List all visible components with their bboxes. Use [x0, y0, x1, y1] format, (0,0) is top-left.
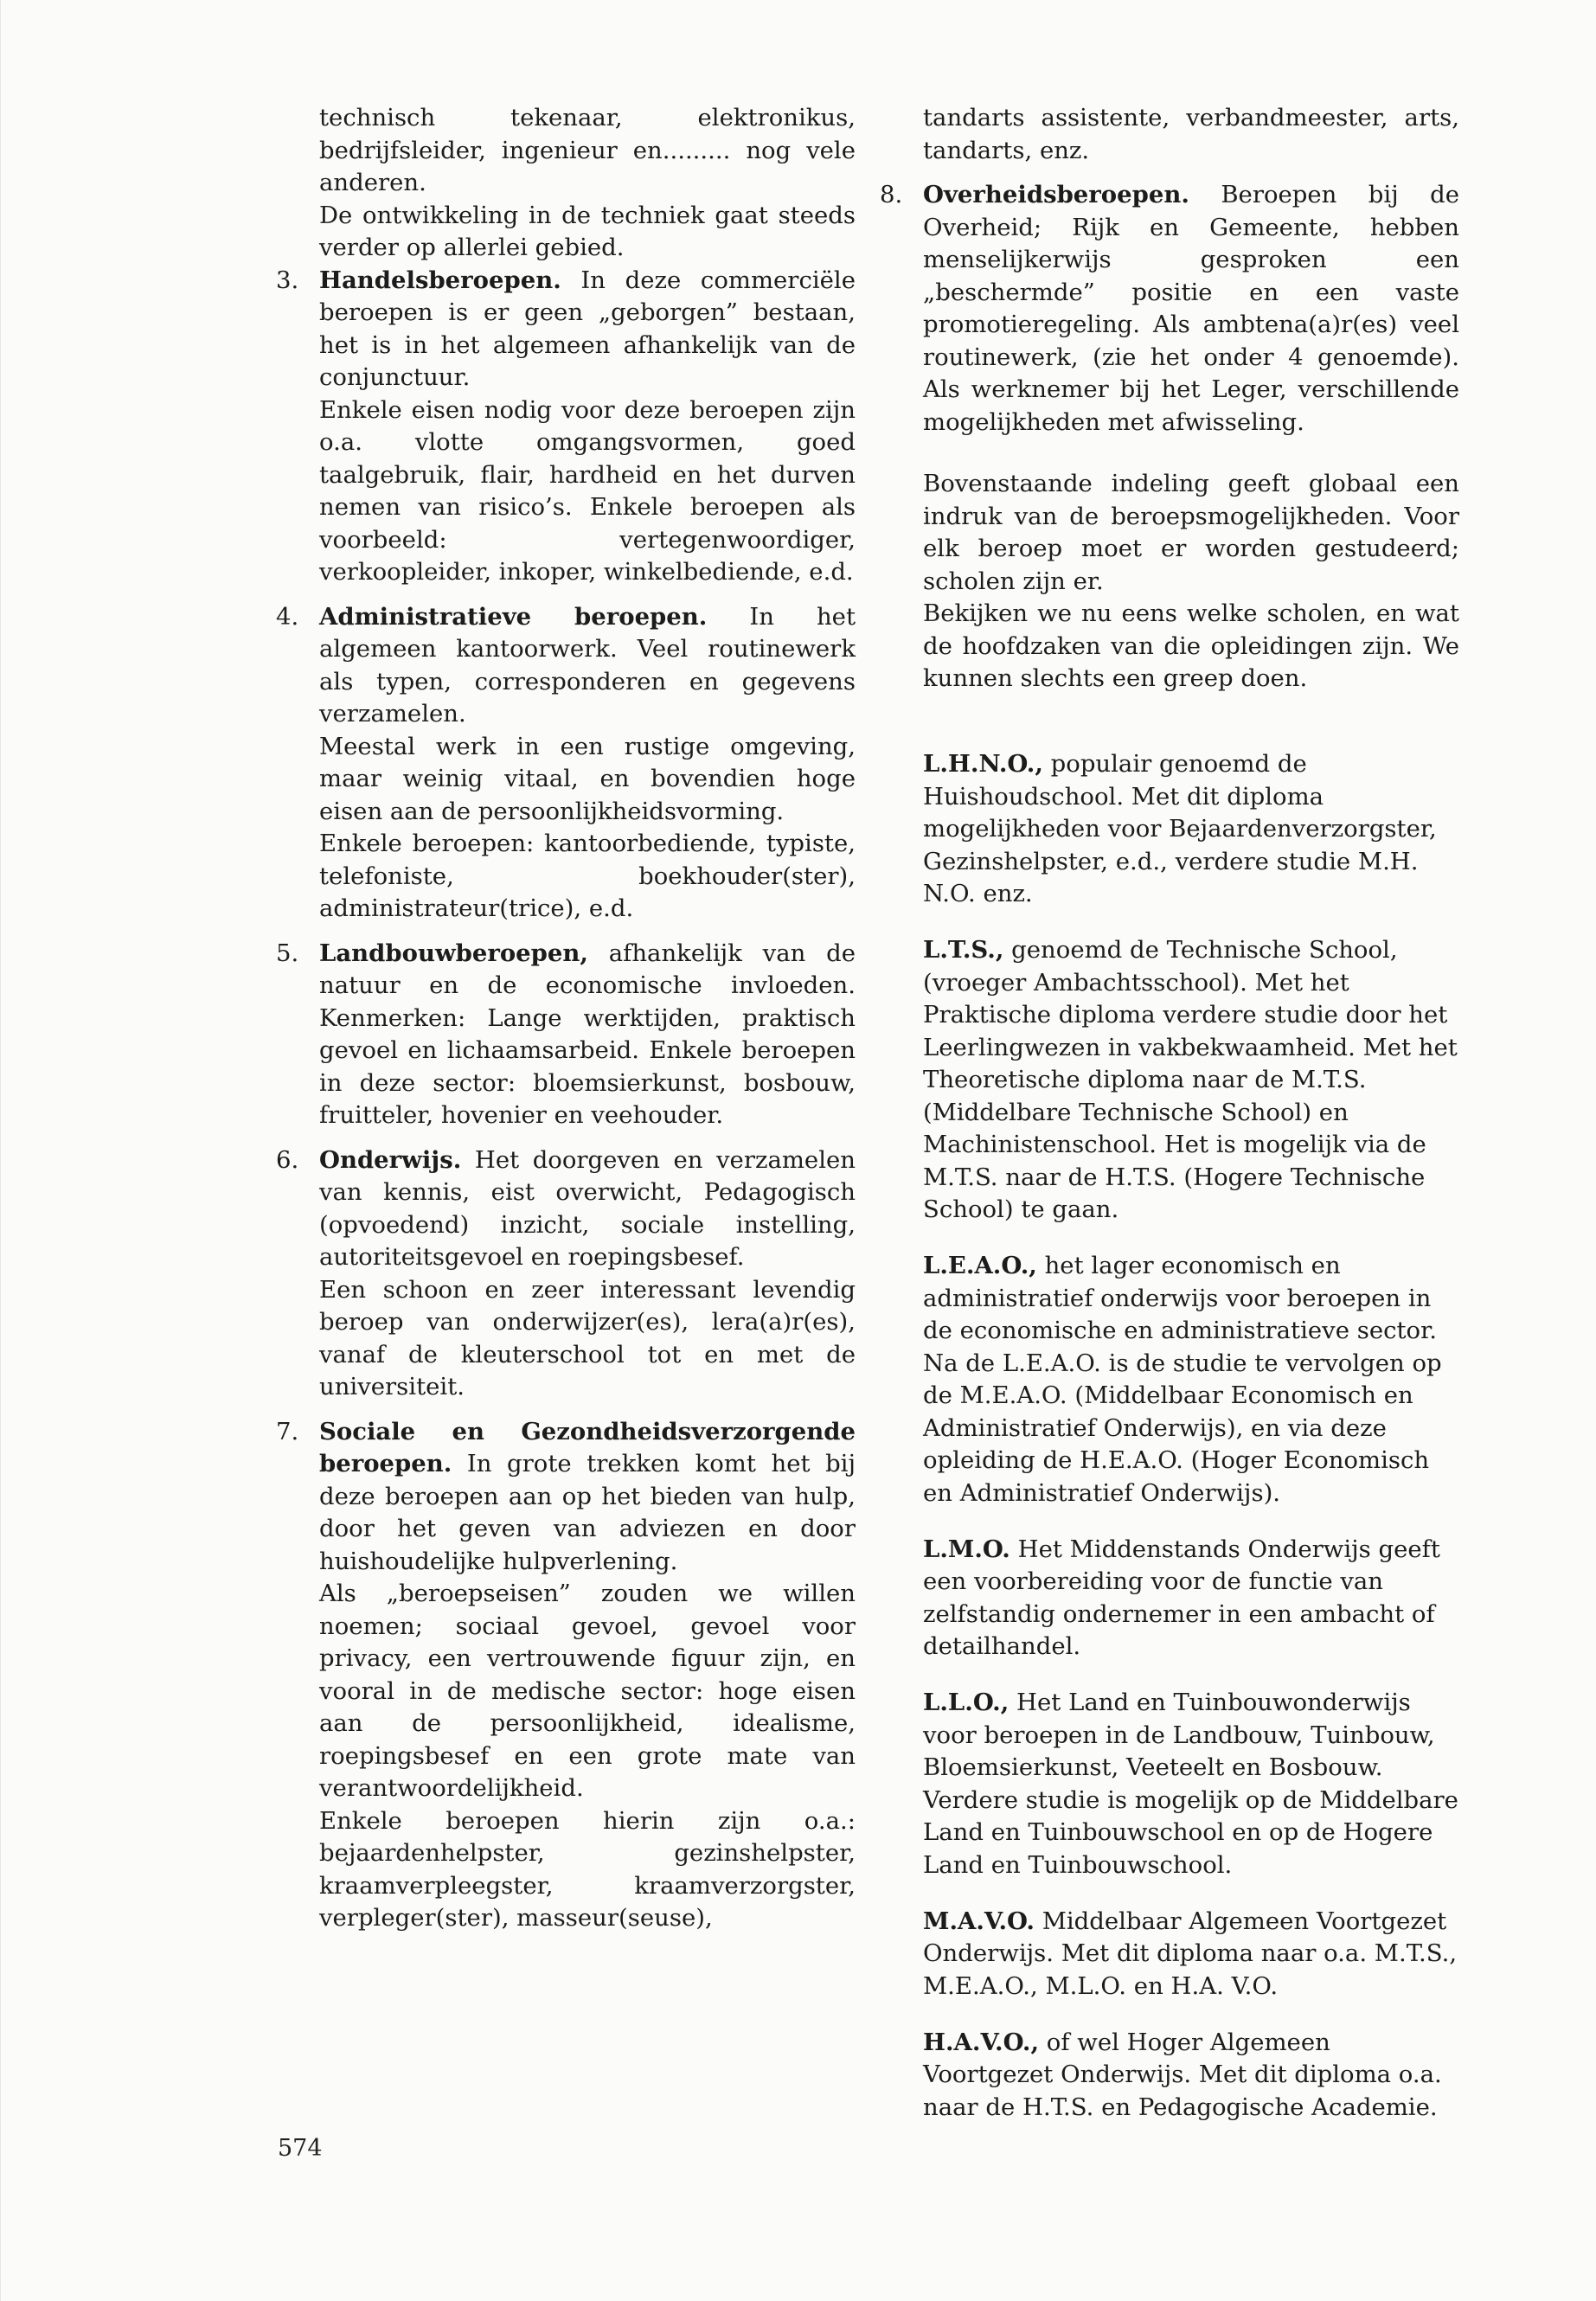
school-entry: L.H.N.O., populair genoemd de Huishoudschool. Met dit diploma mogelijkheden voor Bejaardenverzorgster, Gezinshelpster, e.d., verdere studie M.H. N.O. enz. [923, 750, 1437, 907]
intro-paragraph: technisch tekenaar, elektronikus, bedrijfsleider, ingenieur en......... nog vele anderen. [319, 104, 856, 196]
section-number: 8. [880, 181, 903, 208]
school-entry: M.A.V.O. Middelbaar Algemeen Voortgezet Onderwijs. Met dit diploma naar o.a. M.T.S., M.E.A.O., M.L.O. en H.A. V.O. [923, 1907, 1458, 2000]
intro-paragraph-2: De ontwikkeling in de techniek gaat steeds verder op allerlei gebied. [319, 201, 856, 261]
school-entry: L.M.O. Het Middenstands Onderwijs geeft een voorbereiding voor de functie van zelfstandig ondernemer in een ambacht of detailhandel. [923, 1535, 1440, 1660]
school-entry: H.A.V.O., of wel Hoger Algemeen Voortgezet Onderwijs. Met dit diploma o.a. naar de H.T.S. en Pedagogische Academie. [923, 2028, 1442, 2121]
section-text: In grote trekken komt het bij deze beroepen aan op het bieden van hulp, door het geven van adviezen en door huishoudelijke hulpverlening. [319, 1450, 856, 1575]
summary-paragraph: Bovenstaande indeling geeft globaal een indruk van de beroepsmogelijkheden. Voor elk beroep moet er worden gestudeerd; scholen zijn er. [923, 470, 1459, 595]
section-5 [276, 938, 856, 1132]
section-heading: Sociale en Gezondheidsverzorgende beroepen. [319, 1417, 856, 1477]
summary-paragraph: Bekijken we nu eens welke scholen, en wat de hoofdzaken van die opleidingen zijn. We kunnen slechts een greep doen. [923, 599, 1459, 692]
section-text: Als „beroepseisen” zouden we willen noemen; sociaal gevoel, gevoel voor privacy, een vertrouwende figuur zijn, en vooral in de medische sector: hoge eisen aan de persoonlijkheid, idealisme, roepingsbesef en een grote mate van verantwoordelijkheid. [319, 1580, 856, 1802]
school-entry: L.L.O., Het Land en Tuinbouwonderwijs voor beroepen in de Landbouw, Tuinbouw, Bloemsierkunst, Veeteelt en Bosbouw. Verdere studie is mogelijk op de Middelbare Land en Tuinbouwschool en op de Hogere Land en Tuinbouwschool. [923, 1689, 1458, 1879]
section-heading: Overheidsberoepen. [923, 181, 1189, 208]
school-list [923, 748, 1459, 2124]
section-heading: Onderwijs. [319, 1145, 462, 1174]
right-column [880, 102, 1459, 2148]
section-7 [276, 1416, 856, 1935]
section-text: Beroepen bij de Overheid; Rijk en Gemeente, hebben menselijkerwijs gesproken een „beschermde” positie en een vaste promotieregeling. Als ambtena(a)r(es) veel routinewerk, (zie het onder 4 genoemde). Als werknemer bij het Leger, verschillende mogelijkheden met afwisseling. [923, 181, 1459, 436]
section-text: Enkele beroepen hierin zijn o.a.: bejaardenhelpster, gezinshelpster, kraamverpleegster, kraamverzorgster, verpleger(ster), masseur(seuse), [319, 1806, 856, 1932]
section-number: 5. [276, 939, 299, 967]
section-text: Een schoon en zeer interessant levendig beroep van onderwijzer(es), lera(a)r(es), vanaf de kleuterschool tot en met de universiteit. [319, 1275, 856, 1400]
left-column [276, 102, 856, 1935]
section-6 [276, 1144, 856, 1404]
section-heading: Landbouwberoepen, [319, 939, 588, 967]
section-3 [276, 265, 856, 589]
page-number: 574 [278, 2135, 323, 2162]
section-text: Enkele eisen nodig voor deze beroepen zijn o.a. vlotte omgangsvormen, goed taalgebruik, flair, hardheid en het durven nemen van risico’s. Enkele beroepen als voorbeeld: vertegenwoordiger, verkoopleider, inkoper, winkelbediende, e.d. [319, 395, 856, 586]
section-text: Meestal werk in een rustige omgeving, maar weinig vitaal, en bovendien hoge eisen aan de persoonlijkheidsvorming. [319, 732, 856, 825]
section-text: In het algemeen kantoorwerk. Veel routinewerk als typen, corresponderen en gegevens verzamelen. [319, 602, 856, 727]
section-text: In deze commerciële beroepen is er geen „geborgen” bestaan, het is in het algemeen afhankelijk van de conjunctuur. [319, 266, 856, 391]
section-number: 6. [276, 1145, 299, 1174]
section-text: Enkele beroepen: kantoorbediende, typiste, telefoniste, boekhouder(ster), administrateur(trice), e.d. [319, 830, 856, 922]
school-entry: L.T.S., genoemd de Technische School, (vroeger Ambachtsschool). Met het Praktische diploma verdere studie door het Leerlingwezen in vakbekwaamheid. Met het Theoretische diploma naar de M.T.S. (Middelbare Technische School) en Machinistenschool. Het is mogelijk via de M.T.S. naar de H.T.S. (Hogere Technische School) te gaan. [923, 936, 1458, 1223]
section-8 [880, 179, 1459, 439]
section-4 [276, 601, 856, 926]
school-entry: L.E.A.O., het lager economisch en administratief onderwijs voor beroepen in de economische en administratieve sector. Na de L.E.A.O. is de studie te vervolgen op de M.E.A.O. (Middelbaar Economisch en Administratief Onderwijs), en via deze opleiding de H.E.A.O. (Hoger Economisch en Administratief Onderwijs). [923, 1252, 1442, 1507]
section-heading: Administratieve beroepen. [319, 602, 708, 631]
section-text: Het doorgeven en verzamelen van kennis, eist overwicht, Pedagogisch (opvoedend) inzicht, sociale instelling, autoriteitsgevoel en roepingsbesef. [319, 1145, 856, 1271]
section-number: 3. [276, 266, 299, 294]
section-number: 7. [276, 1417, 299, 1445]
section-number: 4. [276, 602, 299, 631]
section-text: afhankelijk van de natuur en de economische invloeden. Kenmerken: Lange werktijden, praktisch gevoel en lichaamsarbeid. Enkele beroepen in deze sector: bloemsierkunst, bosbouw, fruitteler, hovenier en veehouder. [319, 939, 856, 1129]
continued-text: tandarts assistente, verbandmeester, arts, tandarts, enz. [923, 104, 1459, 164]
section-heading: Handelsberoepen. [319, 266, 561, 294]
